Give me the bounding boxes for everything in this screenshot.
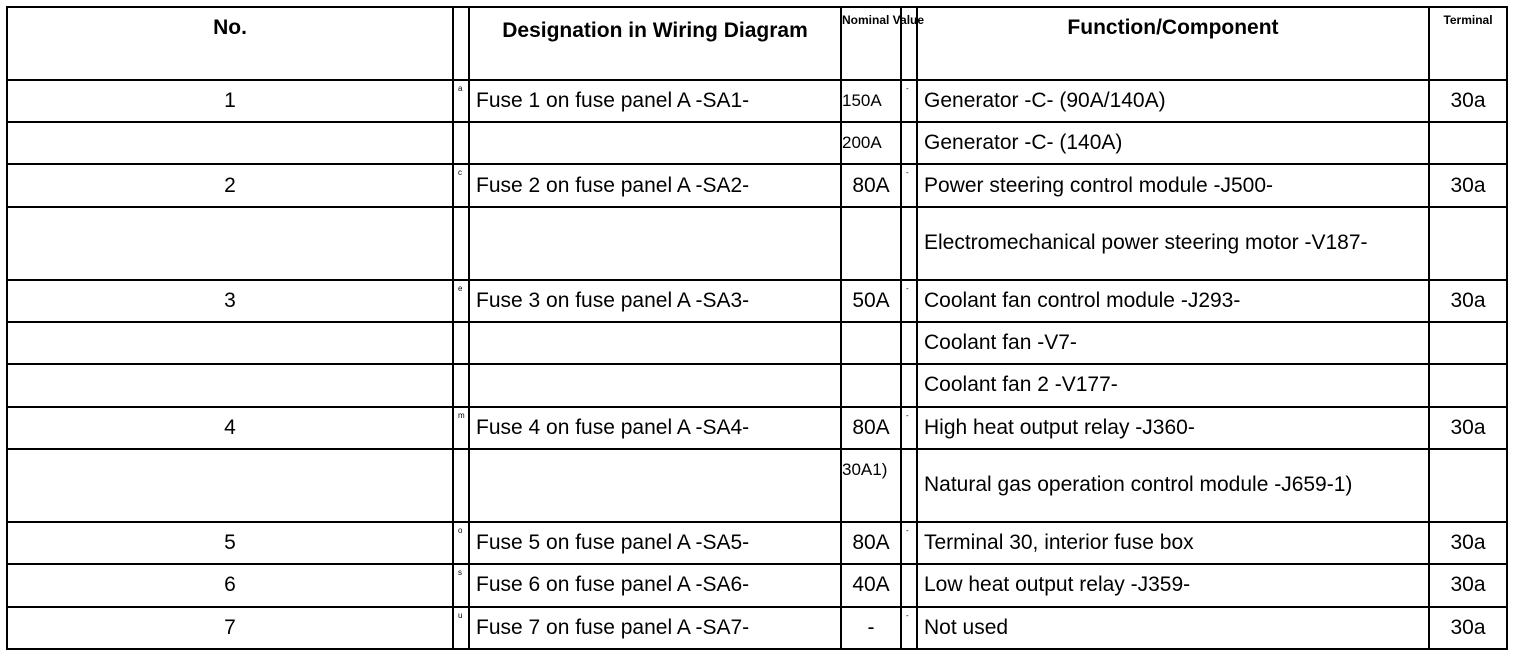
cell-marker-2 bbox=[901, 280, 917, 322]
cell-designation bbox=[469, 364, 841, 406]
cell-no: 5 bbox=[7, 522, 453, 564]
cell-marker bbox=[453, 280, 469, 322]
marker-glyph: - bbox=[906, 410, 909, 420]
cell-nominal-value bbox=[841, 322, 901, 364]
cell-terminal bbox=[1429, 122, 1507, 164]
marker-glyph: s bbox=[458, 568, 462, 578]
cell-marker bbox=[453, 122, 469, 164]
cell-marker bbox=[453, 449, 469, 522]
cell-terminal: 30a bbox=[1429, 564, 1507, 606]
table-row bbox=[7, 280, 1507, 322]
header-nominal-value: Nominal Value bbox=[841, 7, 901, 80]
cell-function: Coolant fan -V7- bbox=[917, 322, 1429, 364]
table-row bbox=[7, 607, 1507, 649]
cell-marker bbox=[453, 164, 469, 206]
cell-terminal: 30a bbox=[1429, 522, 1507, 564]
cell-terminal: 30a bbox=[1429, 164, 1507, 206]
cell-nominal-value bbox=[841, 364, 901, 406]
cell-marker bbox=[453, 364, 469, 406]
cell-terminal bbox=[1429, 364, 1507, 406]
table-row bbox=[7, 164, 1507, 206]
header-designation: Designation in Wiring Diagram bbox=[469, 7, 841, 80]
cell-no: 1 bbox=[7, 80, 453, 122]
cell-designation: Fuse 4 on fuse panel A -SA4- bbox=[469, 407, 841, 449]
table-row bbox=[7, 522, 1507, 564]
marker-glyph: m bbox=[458, 410, 465, 420]
cell-nominal-value: 30A1) bbox=[841, 449, 901, 522]
cell-designation: Fuse 1 on fuse panel A -SA1- bbox=[469, 80, 841, 122]
cell-marker-2 bbox=[901, 407, 917, 449]
table-row bbox=[7, 364, 1507, 406]
cell-function: Coolant fan control module -J293- bbox=[917, 280, 1429, 322]
cell-designation bbox=[469, 449, 841, 522]
header-row bbox=[7, 7, 1507, 80]
cell-no bbox=[7, 207, 453, 280]
header-spacer bbox=[453, 7, 469, 80]
cell-designation bbox=[469, 322, 841, 364]
cell-no bbox=[7, 122, 453, 164]
table-row bbox=[7, 122, 1507, 164]
cell-no: 2 bbox=[7, 164, 453, 206]
cell-nominal-value: 200A bbox=[841, 122, 901, 164]
marker-glyph: - bbox=[906, 610, 909, 620]
cell-no: 7 bbox=[7, 607, 453, 649]
cell-nominal-value: 40A bbox=[841, 564, 901, 606]
header-no: No. bbox=[7, 7, 453, 80]
cell-nominal-value: 80A bbox=[841, 522, 901, 564]
cell-no bbox=[7, 449, 453, 522]
cell-marker bbox=[453, 207, 469, 280]
cell-function: Low heat output relay -J359- bbox=[917, 564, 1429, 606]
cell-designation: Fuse 5 on fuse panel A -SA5- bbox=[469, 522, 841, 564]
cell-terminal bbox=[1429, 449, 1507, 522]
cell-no: 3 bbox=[7, 280, 453, 322]
cell-nominal-value: - bbox=[841, 607, 901, 649]
cell-terminal: 30a bbox=[1429, 280, 1507, 322]
header-function: Function/Component bbox=[917, 7, 1429, 80]
cell-designation bbox=[469, 122, 841, 164]
cell-designation: Fuse 2 on fuse panel A -SA2- bbox=[469, 164, 841, 206]
cell-nominal-value bbox=[841, 207, 901, 280]
marker-glyph: a bbox=[458, 83, 463, 93]
cell-nominal-value: 80A bbox=[841, 164, 901, 206]
cell-nominal-value: 50A bbox=[841, 280, 901, 322]
marker-glyph: c bbox=[458, 168, 462, 178]
cell-terminal: 30a bbox=[1429, 607, 1507, 649]
cell-terminal: 30a bbox=[1429, 80, 1507, 122]
cell-nominal-value: 150A bbox=[841, 80, 901, 122]
marker-glyph: e bbox=[458, 283, 463, 293]
cell-terminal: 30a bbox=[1429, 407, 1507, 449]
marker-glyph: - bbox=[906, 83, 909, 93]
cell-function: Generator -C- (90A/140A) bbox=[917, 80, 1429, 122]
fuse-table bbox=[6, 6, 1508, 650]
cell-function: Terminal 30, interior fuse box bbox=[917, 522, 1429, 564]
cell-function: Natural gas operation control module -J659-1) bbox=[917, 449, 1429, 522]
cell-function: Power steering control module -J500- bbox=[917, 164, 1429, 206]
cell-designation: Fuse 7 on fuse panel A -SA7- bbox=[469, 607, 841, 649]
marker-glyph: o bbox=[458, 525, 463, 535]
marker-glyph: - bbox=[906, 525, 909, 535]
marker-glyph: - bbox=[906, 283, 909, 293]
cell-marker-2 bbox=[901, 322, 917, 364]
cell-marker-2 bbox=[901, 364, 917, 406]
cell-designation: Fuse 6 on fuse panel A -SA6- bbox=[469, 564, 841, 606]
cell-marker bbox=[453, 322, 469, 364]
cell-function: Not used bbox=[917, 607, 1429, 649]
cell-marker-2 bbox=[901, 522, 917, 564]
marker-glyph: u bbox=[458, 610, 463, 620]
cell-marker-2 bbox=[901, 80, 917, 122]
cell-terminal bbox=[1429, 207, 1507, 280]
cell-no: 4 bbox=[7, 407, 453, 449]
table-row bbox=[7, 207, 1507, 280]
marker-glyph: - bbox=[906, 168, 909, 178]
cell-nominal-value: 80A bbox=[841, 407, 901, 449]
cell-function: High heat output relay -J360- bbox=[917, 407, 1429, 449]
table-row bbox=[7, 322, 1507, 364]
cell-designation: Fuse 3 on fuse panel A -SA3- bbox=[469, 280, 841, 322]
cell-terminal bbox=[1429, 322, 1507, 364]
table-row bbox=[7, 80, 1507, 122]
cell-marker-2 bbox=[901, 449, 917, 522]
cell-marker bbox=[453, 522, 469, 564]
cell-designation bbox=[469, 207, 841, 280]
cell-marker-2 bbox=[901, 122, 917, 164]
cell-no bbox=[7, 364, 453, 406]
cell-marker-2 bbox=[901, 607, 917, 649]
cell-marker-2 bbox=[901, 564, 917, 606]
cell-marker-2 bbox=[901, 207, 917, 280]
cell-marker bbox=[453, 607, 469, 649]
cell-marker-2 bbox=[901, 164, 917, 206]
cell-function: Electromechanical power steering motor -V187- bbox=[917, 207, 1429, 280]
cell-function: Generator -C- (140A) bbox=[917, 122, 1429, 164]
table-body bbox=[7, 80, 1507, 649]
cell-no bbox=[7, 322, 453, 364]
cell-marker bbox=[453, 80, 469, 122]
cell-function: Coolant fan 2 -V177- bbox=[917, 364, 1429, 406]
table-row bbox=[7, 407, 1507, 449]
cell-no: 6 bbox=[7, 564, 453, 606]
header-terminal: Terminal bbox=[1429, 7, 1507, 80]
table-row bbox=[7, 564, 1507, 606]
table-row bbox=[7, 449, 1507, 522]
cell-marker bbox=[453, 564, 469, 606]
cell-marker bbox=[453, 407, 469, 449]
